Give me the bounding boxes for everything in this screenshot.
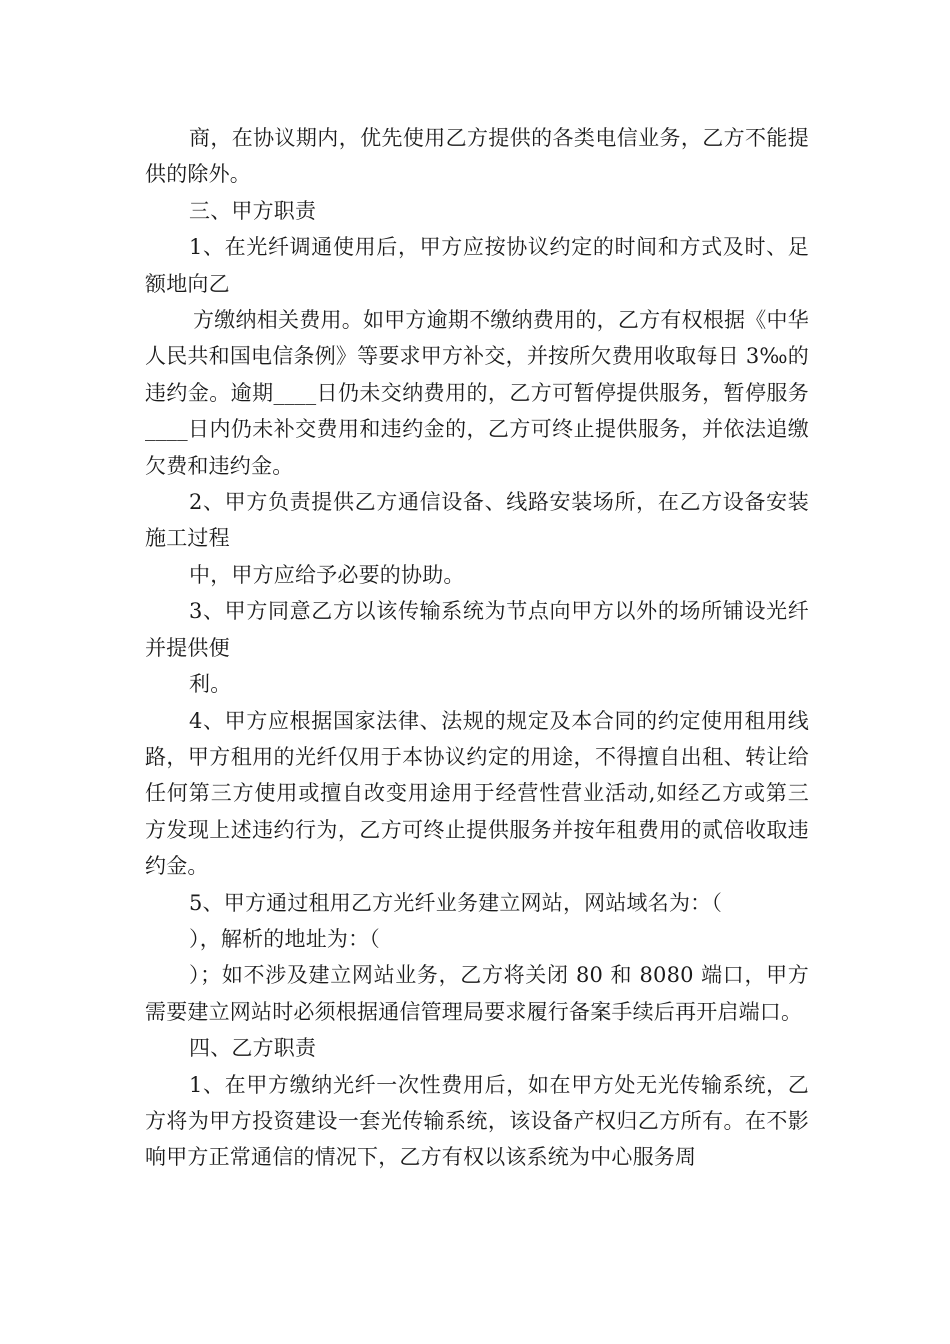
clause-a-3-continued: 利。 [189,672,232,697]
clause-a-3: 3、甲方同意乙方以该传输系统为节点向甲方以外的场所铺设光纤并提供便 [145,599,809,660]
paragraph-continuation: 商，在协议期内，优先使用乙方提供的各类电信业务，乙方不能提供的除外。 [145,126,809,187]
clause-a-2-continued: 中，甲方应给予必要的协助。 [189,562,465,587]
clause-a-2: 2、甲方负责提供乙方通信设备、线路安装场所，在乙方设备安装施工过程 [145,490,809,551]
clause-a-5: 5、甲方通过租用乙方光纤业务建立网站，网站域名为：（ [189,890,723,915]
section-heading-party-b-duties: 四、乙方职责 [189,1036,317,1061]
document-body [145,120,809,1176]
clause-a-1: 1、在光纤调通使用后，甲方应按协议约定的时间和方式及时、足额地向乙 [145,235,809,296]
clause-b-1: 1、在甲方缴纳光纤一次性费用后，如在甲方处无光传输系统，乙方将为甲方投资建设一套光传输系统，该设备产权归乙方所有。在不影响甲方正常通信的情况下，乙方有权以该系统为中心服务周 [145,1072,809,1170]
clause-a-1-continued: 方缴纳相关费用。如甲方逾期不缴纳费用的，乙方有权根据《中华人民共和国电信条例》等要求甲方补交，并按所欠费用收取每日 3‰的违约金。逾期____日仍未交纳费用的，乙方可暂停提供服务，暂停服务____日内仍未补交费用和违约金的，乙方可终止提供服务，并依法追缴欠费和违约金。 [145,308,809,478]
section-heading-party-a-duties: 三、甲方职责 [189,198,317,223]
clause-a-5-domain-line: ），解析的地址为：（ [189,926,380,951]
clause-a-4: 4、甲方应根据国家法律、法规的规定及本合同的约定使用租用线路，甲方租用的光纤仅用于本协议约定的用途，不得擅自出租、转让给任何第三方使用或擅自改变用途用于经营性营业活动,如经乙方或第三方发现上述违约行为，乙方可终止提供服务并按年租费用的贰倍收取违约金。 [145,708,809,879]
clause-a-5-address-line: ）；如不涉及建立网站业务，乙方将关闭 80 和 8080 端口，甲方需要建立网站时必须根据通信管理局要求履行备案手续后再开启端口。 [145,963,809,1024]
